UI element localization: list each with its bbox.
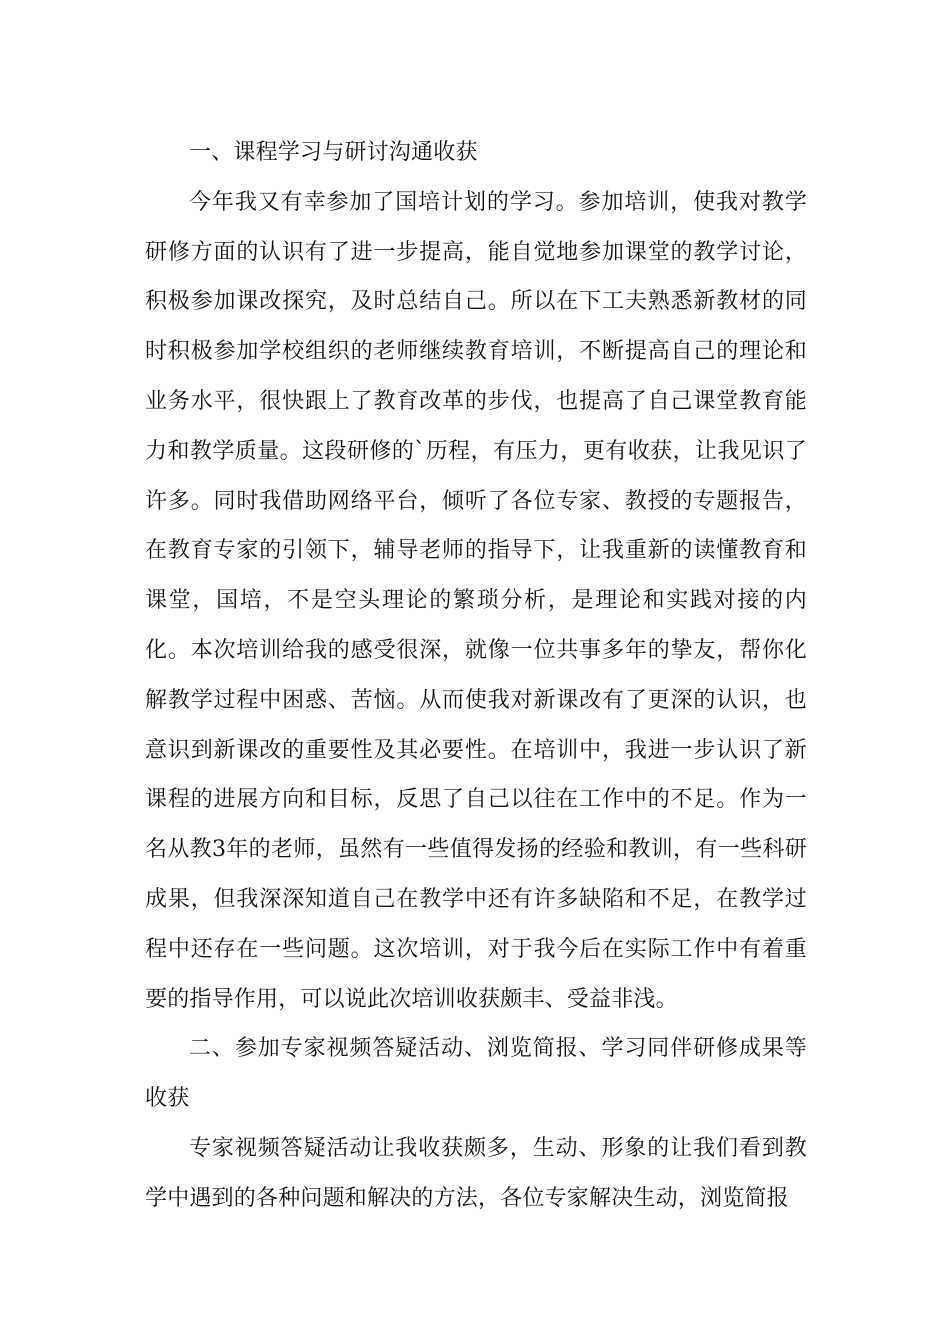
section-heading-1: 一、课程学习与研讨沟通收获 xyxy=(189,140,478,165)
body-paragraph-2: 专家视频答疑活动让我收获颇多，生动、形象的让我们看到教学中遇到的各种问题和解决的方法，各位专家解决生动，浏览简报 xyxy=(145,1135,807,1211)
body-paragraph-1: 今年我又有幸参加了国培计划的学习。参加培训，使我对教学研修方面的认识有了进一步提高，能自觉地参加课堂的教学讨论，积极参加课改探究，及时总结自己。所以在下工夫熟悉新教材的同时积极参加学校组织的老师继续教育培训，不断提高自己的理论和业务水平，很快跟上了教育改革的步伐，也提高了自己课堂教育能力和教学质量。这段研修的`历程，有压力，更有收获，让我见识了许多。同时我借助网络平台，倾听了各位专家、教授的专题报告，在教育专家的引领下，辅导老师的指导下，让我重新的读懂教育和课堂，国培，不是空头理论的繁琐分析，是理论和实践对接的内化。本次培训给我的感受很深，就像一位共事多年的挚友，帮你化解教学过程中困惑、苦恼。从而使我对新课改有了更深的认识，也意识到新课改的重要性及其必要性。在培训中，我进一步认识了新课程的进展方向和目标，反思了自己以往在工作中的不足。作为一名从教3年的老师，虽然有一些值得发扬的经验和教训，有一些科研成果，但我深深知道自己在教学中还有许多缺陷和不足，在教学过程中还存在一些问题。这次培训，对于我今后在实际工作中有着重要的指导作用，可以说此次培训收获颇丰、受益非浅。 xyxy=(145,189,807,1012)
section-heading-2: 二、参加专家视频答疑活动、浏览简报、学习同伴研修成果等收获 xyxy=(145,1036,807,1112)
document-body xyxy=(145,128,807,1224)
